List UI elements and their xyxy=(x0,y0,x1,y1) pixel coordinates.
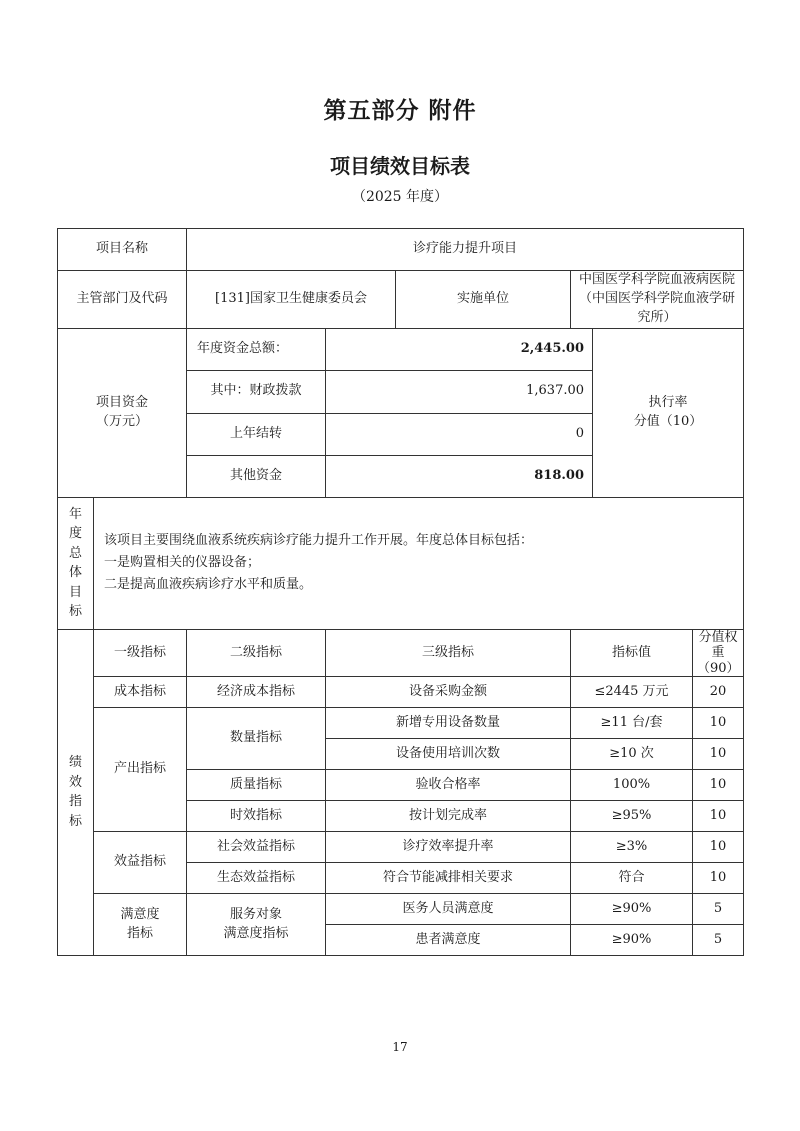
year-label: （2025 年度） xyxy=(351,189,449,205)
fund-carryover-label: 上年结转 xyxy=(187,413,326,455)
quantity-2-value: ≥10 次 xyxy=(571,739,693,770)
quantity-level2: 数量指标 xyxy=(187,708,326,770)
social-weight: 10 xyxy=(693,832,744,863)
quantity-1-value: ≥11 台/套 xyxy=(571,708,693,739)
dept-value: [131]国家卫生健康委员会 xyxy=(187,271,396,329)
timeliness-value: ≥95% xyxy=(571,801,693,832)
quantity-2-weight: 10 xyxy=(693,739,744,770)
header-level1: 一级指标 xyxy=(94,629,187,677)
fund-other-label: 其他资金 xyxy=(187,455,326,497)
funds-label xyxy=(58,328,187,497)
benefit-row-1 xyxy=(58,832,744,863)
funds-label-line1: 项目资金 xyxy=(96,394,149,410)
performance-table xyxy=(57,228,744,956)
satisfaction-row-1 xyxy=(58,894,744,925)
indicator-header-row xyxy=(58,629,744,677)
fund-total-label: 年度资金总额： xyxy=(187,328,326,370)
social-level3: 诊疗效率提升率 xyxy=(326,832,571,863)
dept-row xyxy=(58,271,744,329)
goal-line-1: 该项目主要围绕血液系统疾病诊疗能力提升工作开展。年度总体目标包括： xyxy=(104,532,534,548)
quality-value: 100% xyxy=(571,770,693,801)
quantity-1-level3: 新增专用设备数量 xyxy=(326,708,571,739)
dept-label: 主管部门及代码 xyxy=(58,271,187,329)
header-value: 指标值 xyxy=(571,629,693,677)
exec-rate-cell xyxy=(593,328,744,497)
satisfaction-1-level3: 医务人员满意度 xyxy=(326,894,571,925)
quantity-2-level3: 设备使用培训次数 xyxy=(326,739,571,770)
cost-value: ≤2445 万元 xyxy=(571,677,693,708)
cost-level3: 设备采购金额 xyxy=(326,677,571,708)
cost-level1: 成本指标 xyxy=(94,677,187,708)
quality-level2: 质量指标 xyxy=(187,770,326,801)
timeliness-level3: 按计划完成率 xyxy=(326,801,571,832)
satisfaction-2-weight: 5 xyxy=(693,925,744,956)
cost-row xyxy=(58,677,744,708)
cost-weight: 20 xyxy=(693,677,744,708)
social-value: ≥3% xyxy=(571,832,693,863)
fund-fiscal-label: 其中：财政拨款 xyxy=(187,370,326,413)
exec-rate-line2: 分值（10） xyxy=(633,413,703,429)
project-name-row xyxy=(58,229,744,271)
part-title: 第五部分 附件 xyxy=(323,98,477,124)
table-title: 项目绩效目标表 xyxy=(330,154,470,178)
fund-carryover-value: 0 xyxy=(326,413,593,455)
satisfaction-2-value: ≥90% xyxy=(571,925,693,956)
satisfaction-level1: 满意度 指标 xyxy=(94,894,187,956)
timeliness-weight: 10 xyxy=(693,801,744,832)
unit-label: 实施单位 xyxy=(396,271,571,329)
eco-weight: 10 xyxy=(693,863,744,894)
goal-line-3: 二是提高血液疾病诊疗水平和质量。 xyxy=(104,577,313,593)
satisfaction-1-weight: 5 xyxy=(693,894,744,925)
unit-value: 中国医学科学院血液病医院（中国医学科学院血液学研究所） xyxy=(571,271,744,329)
benefit-level1: 效益指标 xyxy=(94,832,187,894)
satisfaction-2-level3: 患者满意度 xyxy=(326,925,571,956)
goal-label: 年 度 总 体 目 标 xyxy=(58,497,94,629)
funds-label-line2: （万元） xyxy=(96,413,149,429)
eco-value: 符合 xyxy=(571,863,693,894)
quality-level3: 验收合格率 xyxy=(326,770,571,801)
satisfaction-1-value: ≥90% xyxy=(571,894,693,925)
funds-row-1 xyxy=(58,328,744,370)
header-level2: 二级指标 xyxy=(187,629,326,677)
quality-weight: 10 xyxy=(693,770,744,801)
goal-text xyxy=(94,497,744,629)
header-level3: 三级指标 xyxy=(326,629,571,677)
goal-line-2: 一是购置相关的仪器设备； xyxy=(104,554,261,570)
exec-rate-line1: 执行率 xyxy=(648,394,688,410)
eco-level3: 符合节能减排相关要求 xyxy=(326,863,571,894)
indicator-side-label: 绩 效 指 标 xyxy=(58,629,94,956)
output-level1: 产出指标 xyxy=(94,708,187,832)
project-name-value: 诊疗能力提升项目 xyxy=(187,229,744,271)
header-weight: 分值权重 （90） xyxy=(693,629,744,677)
goal-row xyxy=(58,497,744,629)
fund-other-value: 818.00 xyxy=(326,455,593,497)
fund-total-value: 2,445.00 xyxy=(326,328,593,370)
timeliness-level2: 时效指标 xyxy=(187,801,326,832)
fund-fiscal-value: 1,637.00 xyxy=(326,370,593,413)
social-level2: 社会效益指标 xyxy=(187,832,326,863)
eco-level2: 生态效益指标 xyxy=(187,863,326,894)
satisfaction-level2: 服务对象 满意度指标 xyxy=(187,894,326,956)
project-name-label: 项目名称 xyxy=(58,229,187,271)
page-number: 17 xyxy=(392,1040,408,1054)
output-row-1 xyxy=(58,708,744,739)
quantity-1-weight: 10 xyxy=(693,708,744,739)
cost-level2: 经济成本指标 xyxy=(187,677,326,708)
